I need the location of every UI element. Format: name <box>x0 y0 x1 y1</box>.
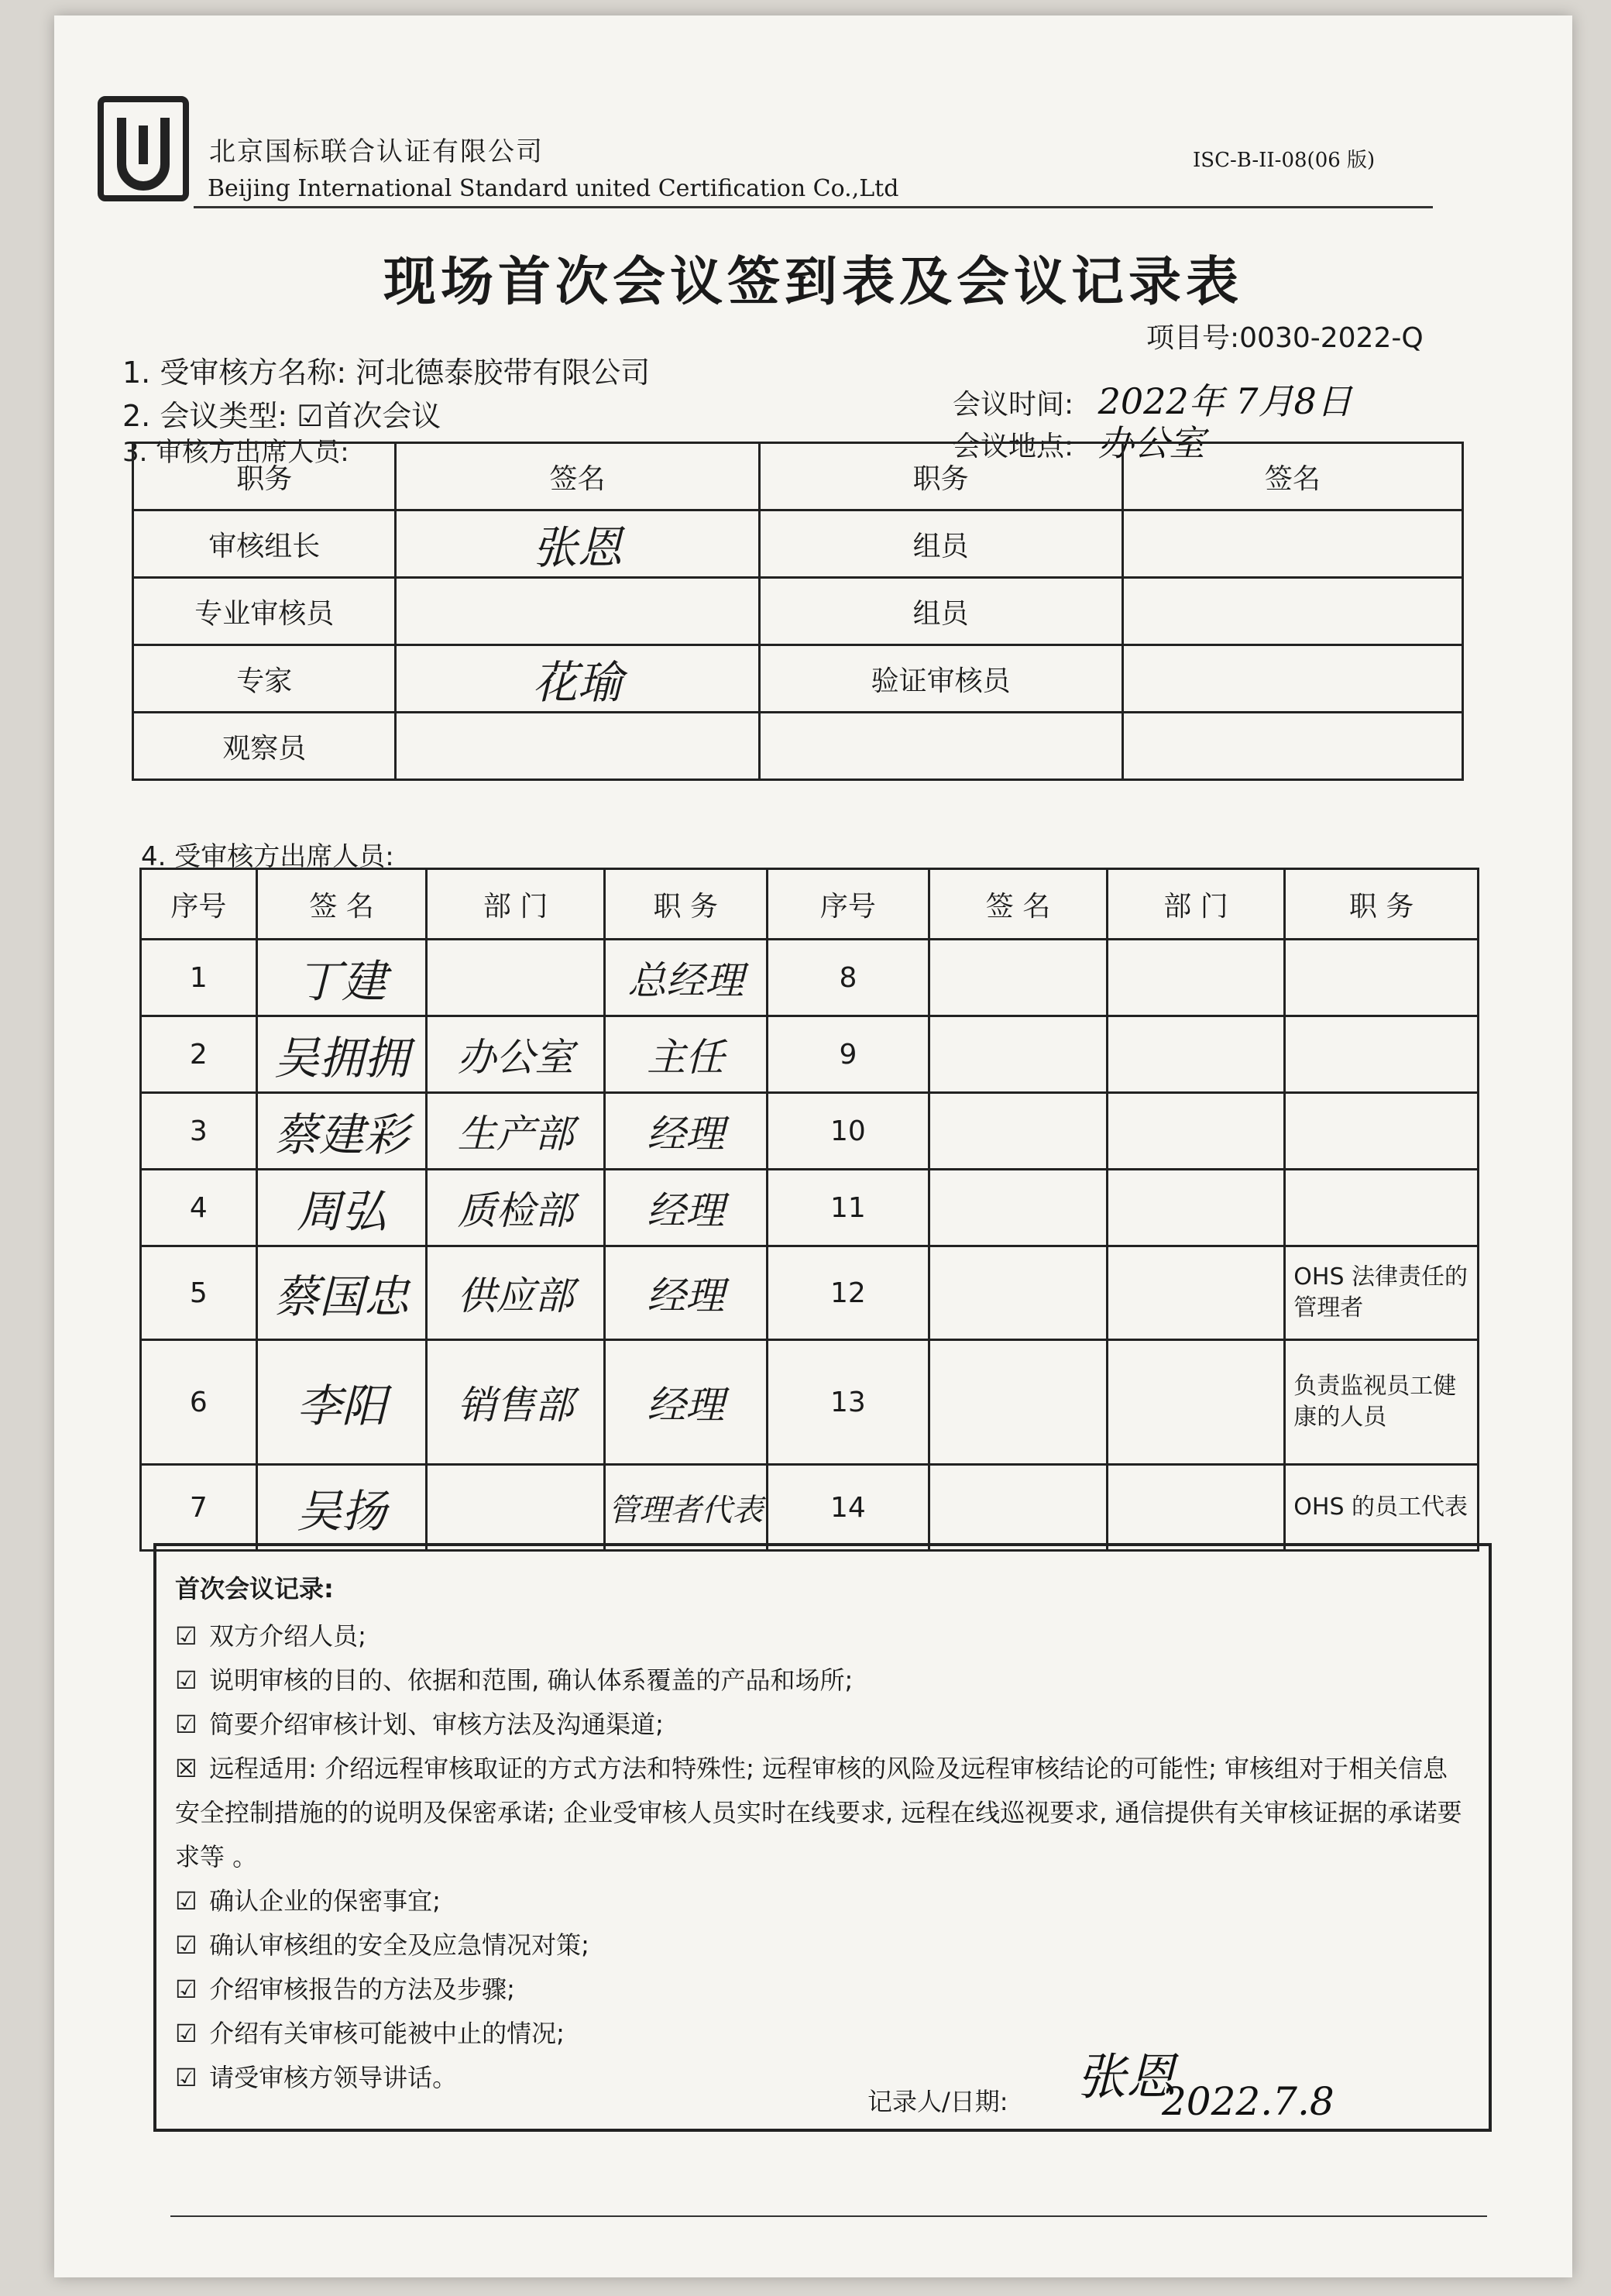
seq-cell: 4 <box>141 1170 257 1246</box>
recorder-signature: 张恩 <box>1077 2049 1176 2106</box>
record-item-text: 介绍审核报告的方法及步骤; <box>209 1975 515 2004</box>
seq-cell: 7 <box>141 1465 257 1551</box>
record-item <box>175 1923 1470 1968</box>
project-number: 项目号:0030-2022-Q <box>1146 322 1424 354</box>
checkbox-icon: ☑ <box>175 1975 198 2004</box>
record-item-text: 请受审核方领导讲话。 <box>209 2063 458 2092</box>
seq-cell: 13 <box>767 1340 929 1465</box>
signature-cell <box>929 1246 1108 1340</box>
record-item <box>175 1879 1470 1923</box>
department-cell <box>427 940 605 1016</box>
department-cell: 办公室 <box>427 1016 605 1093</box>
company-logo-icon <box>98 96 189 201</box>
signature-cell: 周弘 <box>256 1170 427 1246</box>
position-cell <box>1285 1016 1479 1093</box>
signature-cell <box>1122 510 1462 578</box>
position-cell: 经理 <box>604 1170 767 1246</box>
seq-cell: 1 <box>141 940 257 1016</box>
signature-cell <box>929 1340 1108 1465</box>
signature-cell <box>929 1016 1108 1093</box>
records-title: 首次会议记录: <box>175 1574 334 1603</box>
department-cell: 生产部 <box>427 1093 605 1170</box>
signature-cell <box>1122 578 1462 645</box>
seq-cell: 10 <box>767 1093 929 1170</box>
table-row <box>133 645 1463 713</box>
meeting-time-label: 会议时间: <box>953 389 1074 421</box>
signature-cell <box>396 713 759 780</box>
record-item-text: 确认企业的保密事宜; <box>209 1886 441 1916</box>
department-cell <box>427 1465 605 1551</box>
department-cell <box>1107 1170 1285 1246</box>
header-cell: 职务 <box>133 443 396 510</box>
position-cell: 管理者代表 <box>604 1465 767 1551</box>
department-cell <box>1107 1340 1285 1465</box>
seq-cell: 8 <box>767 940 929 1016</box>
meeting-place-value: 办公室 <box>1097 422 1205 464</box>
table-row <box>141 1340 1479 1465</box>
signature-cell <box>929 940 1108 1016</box>
footer-divider <box>170 2215 1487 2217</box>
header-cell: 签 名 <box>256 869 427 940</box>
position-cell <box>1285 1170 1479 1246</box>
document-page <box>54 15 1572 2277</box>
position-cell: 负责监视员工健康的人员 <box>1285 1340 1479 1465</box>
header-cell: 签名 <box>1122 443 1462 510</box>
header-cell: 签名 <box>396 443 759 510</box>
auditor-attendance-table <box>132 442 1464 781</box>
position-cell: 经理 <box>604 1340 767 1465</box>
signature-cell <box>1122 645 1462 713</box>
position-cell: OHS 法律责任的管理者 <box>1285 1246 1479 1340</box>
department-cell <box>1107 1093 1285 1170</box>
header-cell: 序号 <box>767 869 929 940</box>
meeting-type-row <box>122 392 441 435</box>
checkbox-icon: ☑ <box>175 2019 198 2048</box>
position-cell: 主任 <box>604 1016 767 1093</box>
position-cell <box>1285 940 1479 1016</box>
role-cell: 观察员 <box>133 713 396 780</box>
position-cell: 经理 <box>604 1093 767 1170</box>
header-cell: 序号 <box>141 869 257 940</box>
company-name-cn: 北京国标联合认证有限公司 <box>209 136 544 167</box>
signature-cell: 吴扬 <box>256 1465 427 1551</box>
table-row <box>141 1465 1479 1551</box>
document-code: ISC-B-II-08(06 版) <box>1193 149 1376 172</box>
seq-cell: 9 <box>767 1016 929 1093</box>
meeting-type-label: 2. 会议类型: <box>122 399 288 433</box>
position-cell: OHS 的员工代表 <box>1285 1465 1479 1551</box>
signature-cell <box>929 1093 1108 1170</box>
seq-cell: 12 <box>767 1246 929 1340</box>
auditee-section-label: 4. 受审核方出席人员: <box>141 841 394 872</box>
table-row <box>141 940 1479 1016</box>
signature-cell: 李阳 <box>256 1340 427 1465</box>
checkbox-icon: ☑ <box>175 1710 198 1739</box>
header-cell: 签 名 <box>929 869 1108 940</box>
department-cell: 销售部 <box>427 1340 605 1465</box>
seq-cell: 6 <box>141 1340 257 1465</box>
department-cell <box>1107 940 1285 1016</box>
table-header-row <box>141 869 1479 940</box>
recorder-date: 2022.7.8 <box>1162 2079 1334 2124</box>
table-row <box>141 1246 1479 1340</box>
role-cell <box>759 713 1122 780</box>
header-cell: 职 务 <box>1285 869 1479 940</box>
checkbox-icon: ☑ <box>175 2063 198 2092</box>
header-cell: 职务 <box>759 443 1122 510</box>
record-item-text: 介绍有关审核可能被中止的情况; <box>209 2019 565 2048</box>
auditee-name-label: 1. 受审核方名称: <box>122 356 347 390</box>
signature-cell: 蔡国忠 <box>256 1246 427 1340</box>
record-item-text: 简要介绍审核计划、审核方法及沟通渠道; <box>209 1710 664 1739</box>
signature-cell: 吴拥拥 <box>256 1016 427 1093</box>
role-cell: 组员 <box>759 578 1122 645</box>
role-cell: 专家 <box>133 645 396 713</box>
role-cell: 专业审核员 <box>133 578 396 645</box>
auditee-name-value: 河北德泰胶带有限公司 <box>356 356 651 390</box>
signature-cell: 张恩 <box>396 510 759 578</box>
signature-cell <box>929 1170 1108 1246</box>
record-item <box>175 1614 1470 1658</box>
meeting-time-value: 2022年 7月8日 <box>1097 380 1352 422</box>
seq-cell: 14 <box>767 1465 929 1551</box>
role-cell: 组员 <box>759 510 1122 578</box>
header-divider <box>194 206 1433 208</box>
record-item <box>175 1747 1470 1879</box>
record-item-text: 双方介绍人员; <box>209 1621 366 1651</box>
company-name-en: Beijing International Standard united Certification Co.,Ltd <box>208 175 899 202</box>
signature-cell: 丁建 <box>256 940 427 1016</box>
table-row <box>133 713 1463 780</box>
position-cell <box>1285 1093 1479 1170</box>
checkbox-icon: ☑ <box>175 1886 198 1916</box>
seq-cell: 5 <box>141 1246 257 1340</box>
signature-cell: 蔡建彩 <box>256 1093 427 1170</box>
record-item <box>175 1968 1470 2012</box>
department-cell: 供应部 <box>427 1246 605 1340</box>
table-row <box>141 1016 1479 1093</box>
meeting-records-box <box>153 1543 1492 2132</box>
checkbox-icon: ☑ <box>175 1665 198 1695</box>
signature-cell <box>396 578 759 645</box>
record-item-text: 说明审核的目的、依据和范围, 确认体系覆盖的产品和场所; <box>209 1665 854 1695</box>
position-cell: 总经理 <box>604 940 767 1016</box>
meeting-type-value: ☑首次会议 <box>297 399 441 433</box>
auditor-section-label: 3. 审核方出席人员: <box>122 437 349 468</box>
department-cell: 质检部 <box>427 1170 605 1246</box>
signature-cell: 花瑜 <box>396 645 759 713</box>
checkbox-icon: ☒ <box>175 1754 198 1783</box>
table-row <box>133 510 1463 578</box>
signature-cell <box>1122 713 1462 780</box>
seq-cell: 3 <box>141 1093 257 1170</box>
header-cell: 职 务 <box>604 869 767 940</box>
seq-cell: 2 <box>141 1016 257 1093</box>
auditee-name-row <box>122 349 650 391</box>
position-cell: 经理 <box>604 1246 767 1340</box>
recorder-label: 记录人/日期: <box>867 2087 1008 2116</box>
department-cell <box>1107 1016 1285 1093</box>
page-title: 现场首次会议签到表及会议记录表 <box>383 252 1243 313</box>
department-cell <box>1107 1246 1285 1340</box>
header-cell: 部 门 <box>427 869 605 940</box>
record-item <box>175 2012 1470 2056</box>
checkbox-icon: ☑ <box>175 1621 198 1651</box>
record-item <box>175 1658 1470 1703</box>
meeting-place-label: 会议地点: <box>953 431 1074 462</box>
record-item-text: 确认审核组的安全及应急情况对策; <box>209 1930 589 1960</box>
department-cell <box>1107 1465 1285 1551</box>
signature-cell <box>929 1465 1108 1551</box>
seq-cell: 11 <box>767 1170 929 1246</box>
record-item <box>175 1703 1470 1747</box>
checkbox-icon: ☑ <box>175 1930 198 1960</box>
auditee-attendance-table <box>139 868 1479 1552</box>
record-item-text: 远程适用: 介绍远程审核取证的方式方法和特殊性; 远程审核的风险及远程审核结论的可能性; 审核组对于相关信息安全控制措施的的说明及保密承诺; 企业受审核人员实时在线要求, 远程在线巡视要求, 通信提供有关审核证据的承诺要求等 。 <box>175 1754 1462 1872</box>
header-cell: 部 门 <box>1107 869 1285 940</box>
role-cell: 验证审核员 <box>759 645 1122 713</box>
table-header-row <box>133 443 1463 510</box>
role-cell: 审核组长 <box>133 510 396 578</box>
table-row <box>133 578 1463 645</box>
table-row <box>141 1093 1479 1170</box>
table-row <box>141 1170 1479 1246</box>
